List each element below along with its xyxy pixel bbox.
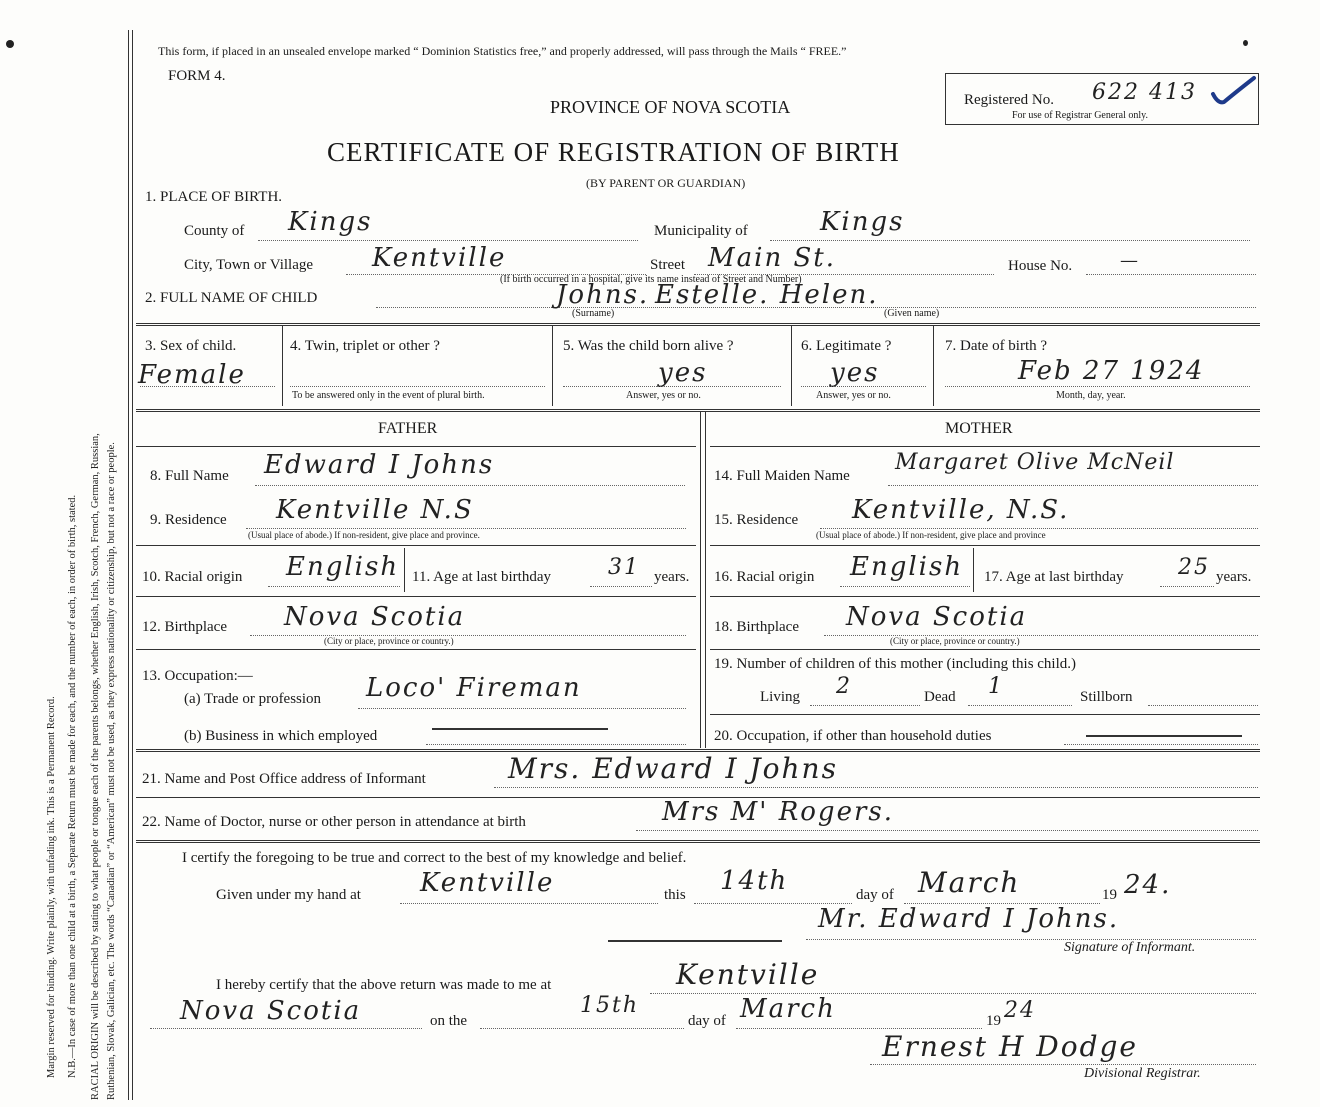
- informant-line: [494, 787, 1258, 788]
- column-divider: [791, 326, 792, 406]
- house-label: House No.: [1008, 258, 1073, 274]
- registrar-place: Kentville: [676, 958, 820, 991]
- given-label: Given under my hand at: [216, 887, 361, 903]
- dob-line: [945, 386, 1250, 387]
- form-number: FORM 4.: [168, 68, 226, 84]
- registrar-statement: I hereby certify that the above return was made to me at: [216, 977, 552, 993]
- margin-rule: [132, 30, 133, 1100]
- stillborn-label: Stillborn: [1080, 689, 1133, 705]
- margin-text-2: N.B.—In case of more than one child at a birth, a Separate Return must be made for each, and the number of each, in order of birth, stated.: [67, 494, 78, 1078]
- mother-occupation-line: [1064, 744, 1258, 745]
- registrar-signature: Ernest H Dodge: [882, 1030, 1138, 1063]
- row-rule: [136, 446, 696, 447]
- father-business-label: (b) Business in which employed: [184, 728, 378, 744]
- mail-notice: This form, if placed in an unsealed envelope marked “ Dominion Statistics free,” and properly addressed, will pass through the Mails “ FREE.”: [158, 44, 847, 58]
- father-trade: Loco' Fireman: [366, 673, 582, 703]
- certificate-subtitle: (BY PARENT OR GUARDIAN): [586, 176, 746, 190]
- father-age-unit: years.: [654, 569, 690, 585]
- alive-label: 5. Was the child born alive ?: [563, 338, 734, 354]
- father-birthplace-label: 12. Birthplace: [142, 619, 227, 635]
- mother-children-label: 19. Number of children of this mother (including this child.): [714, 656, 1077, 672]
- mother-age: 25: [1178, 555, 1210, 580]
- mother-residence-label: 15. Residence: [714, 512, 799, 528]
- row-rule: [710, 714, 1260, 715]
- this-label: this: [664, 887, 686, 903]
- dob-value: Feb 27 1924: [1018, 356, 1205, 386]
- doctor-value: Mrs M' Rogers.: [662, 797, 894, 827]
- house-value: —: [1120, 250, 1140, 271]
- child-given-name: Estelle. Helen.: [655, 280, 879, 310]
- row-rule: [136, 596, 696, 597]
- parents-divider: [705, 412, 706, 748]
- father-race: English: [286, 552, 400, 582]
- twin-note: To be answered only in the event of plural birth.: [292, 390, 485, 401]
- child-name-label: 2. FULL NAME OF CHILD: [145, 290, 318, 306]
- mother-birthplace-label: 18. Birthplace: [714, 619, 799, 635]
- blank-signature-line: [608, 940, 782, 942]
- informant-signature: Mr. Edward I Johns.: [818, 904, 1120, 934]
- dash-mark: [432, 728, 608, 730]
- section-rule: [136, 840, 1260, 843]
- alive-value: yes: [658, 358, 708, 388]
- registrar-province-line: [150, 1028, 422, 1029]
- legitimate-note: Answer, yes or no.: [816, 390, 891, 401]
- given-place: Kentville: [420, 868, 555, 898]
- mother-age-unit: years.: [1216, 569, 1252, 585]
- row-rule: [710, 446, 1260, 447]
- house-line: [1086, 274, 1256, 275]
- section-rule: [136, 409, 1260, 412]
- given-place-line: [400, 903, 658, 904]
- margin-text-1: Margin reserved for binding. Write plainly, with unfading ink. This is a Permanent Record.: [46, 696, 57, 1078]
- registrar-day: 15th: [580, 993, 640, 1018]
- father-name-label: 8. Full Name: [150, 468, 229, 484]
- registrar-province: Nova Scotia: [180, 996, 362, 1026]
- sex-label: 3. Sex of child.: [145, 338, 237, 354]
- mother-race: English: [850, 552, 964, 582]
- column-divider: [933, 326, 934, 406]
- municipality-value: Kings: [820, 207, 905, 237]
- dash-mark: [1086, 735, 1242, 737]
- father-age-label: 11. Age at last birthday: [412, 569, 551, 585]
- sex-line: [140, 386, 275, 387]
- certify-month: March: [918, 866, 1021, 899]
- check-mark-icon: [1210, 74, 1258, 113]
- doctor-line: [636, 830, 1258, 831]
- mother-name: Margaret Olive McNeil: [895, 450, 1175, 475]
- father-birthplace: Nova Scotia: [284, 602, 466, 632]
- given-name-note: (Given name): [884, 308, 940, 319]
- certify-day: 14th: [720, 866, 789, 896]
- column-divider: [552, 326, 553, 406]
- father-occupation-label: 13. Occupation:—: [142, 668, 253, 684]
- father-age-line: [590, 586, 652, 587]
- hospital-note: (If birth occurred in a hospital, give its name instead of Street and Number): [500, 274, 802, 285]
- mother-age-line: [1160, 586, 1214, 587]
- mother-race-label: 16. Racial origin: [714, 569, 815, 585]
- row-rule: [710, 545, 1260, 546]
- registrar-day-line: [480, 1028, 684, 1029]
- city-label: City, Town or Village: [184, 257, 314, 273]
- certify-year: 24.: [1124, 870, 1172, 900]
- on-the-label: on the: [430, 1013, 468, 1029]
- mother-birthplace-note: (City or place, province or country.): [890, 636, 1020, 646]
- stillborn-line: [1148, 705, 1258, 706]
- registered-number: 622 413: [1092, 80, 1197, 105]
- legitimate-line: [801, 386, 926, 387]
- alive-note: Answer, yes or no.: [626, 390, 701, 401]
- mother-age-label: 17. Age at last birthday: [984, 569, 1124, 585]
- certificate-title: CERTIFICATE OF REGISTRATION OF BIRTH: [327, 137, 900, 167]
- column-divider: [404, 548, 405, 592]
- year-prefix: 19: [1102, 887, 1117, 903]
- father-residence-label: 9. Residence: [150, 512, 227, 528]
- father-residence-note: (Usual place of abode.) If non-resident, give place and province.: [248, 530, 480, 540]
- margin-rule: [128, 30, 129, 1100]
- registered-note: For use of Registrar General only.: [1012, 110, 1148, 121]
- municipality-line: [770, 240, 1250, 241]
- alive-line: [563, 386, 781, 387]
- column-divider: [973, 548, 974, 592]
- living-label: Living: [760, 689, 800, 705]
- street-value: Main St.: [708, 243, 836, 273]
- child-surname: Johns.: [556, 280, 650, 310]
- registrar-signature-line: [870, 1064, 1256, 1065]
- father-age: 31: [608, 555, 640, 580]
- day-of-label: day of: [856, 887, 894, 903]
- dob-note: Month, day, year.: [1056, 390, 1126, 401]
- registrar-month-line: [736, 1028, 982, 1029]
- mother-name-line: [888, 485, 1258, 486]
- legitimate-value: yes: [830, 358, 880, 388]
- mother-name-label: 14. Full Maiden Name: [714, 468, 850, 484]
- registered-label: Registered No.: [964, 92, 1054, 108]
- registrar-year-prefix: 19: [986, 1013, 1001, 1029]
- place-of-birth-heading: 1. PLACE OF BIRTH.: [145, 189, 283, 205]
- mother-heading: MOTHER: [945, 420, 1013, 437]
- father-birthplace-note: (City or place, province or country.): [324, 636, 454, 646]
- row-rule: [710, 649, 1260, 650]
- father-name-line: [255, 485, 685, 486]
- signature-label: Signature of Informant.: [1064, 940, 1196, 955]
- informant-value: Mrs. Edward I Johns: [508, 752, 838, 785]
- surname-note: (Surname): [572, 308, 615, 319]
- legitimate-label: 6. Legitimate ?: [801, 338, 892, 354]
- living-line: [810, 705, 920, 706]
- twin-label: 4. Twin, triplet or other ?: [290, 338, 440, 354]
- doctor-label: 22. Name of Doctor, nurse or other person in attendance at birth: [142, 814, 526, 830]
- father-name: Edward I Johns: [264, 450, 495, 480]
- father-race-line: [268, 586, 400, 587]
- dead-line: [968, 705, 1072, 706]
- mother-occupation-label: 20. Occupation, if other than household duties: [714, 728, 992, 744]
- mother-residence-note: (Usual place of abode.) If non-resident, give place and province: [816, 530, 1046, 540]
- dob-label: 7. Date of birth ?: [945, 338, 1048, 354]
- row-rule: [136, 649, 696, 650]
- mother-race-line: [840, 586, 970, 587]
- county-label: County of: [184, 223, 245, 239]
- city-value: Kentville: [372, 243, 507, 273]
- registrar-label: Divisional Registrar.: [1084, 1066, 1201, 1081]
- mother-birthplace: Nova Scotia: [846, 602, 1028, 632]
- punch-hole: [1243, 40, 1248, 46]
- province-heading: PROVINCE OF NOVA SCOTIA: [550, 97, 791, 117]
- county-line: [258, 240, 638, 241]
- county-value: Kings: [288, 207, 373, 237]
- row-rule: [136, 545, 696, 546]
- father-trade-label: (a) Trade or profession: [184, 691, 322, 707]
- registrar-day-of-label: day of: [688, 1013, 726, 1029]
- dead-label: Dead: [924, 689, 956, 705]
- mother-residence-line: [820, 528, 1258, 529]
- father-trade-line: [358, 708, 686, 709]
- parents-divider: [700, 412, 701, 748]
- column-divider: [282, 326, 283, 406]
- father-race-label: 10. Racial origin: [142, 569, 243, 585]
- sex-value: Female: [138, 360, 246, 390]
- margin-text-4: Ruthenian, Slovak, Galician, etc. The words “Canadian” or “American” must not be used, as they express nationality or citizenship, but not a race or people.: [106, 442, 117, 1100]
- mother-residence: Kentville, N.S.: [852, 495, 1070, 525]
- twin-line: [290, 386, 545, 387]
- dead-value: 1: [988, 674, 1004, 699]
- punch-hole: [6, 40, 14, 48]
- informant-label: 21. Name and Post Office address of Informant: [142, 771, 426, 787]
- father-business-line: [426, 744, 686, 745]
- street-label: Street: [650, 257, 685, 273]
- section-rule: [136, 323, 1260, 326]
- father-residence: Kentville N.S: [276, 495, 474, 525]
- father-birthplace-line: [250, 635, 686, 636]
- father-heading: FATHER: [378, 420, 438, 437]
- living-value: 2: [836, 674, 852, 699]
- row-rule: [710, 596, 1260, 597]
- father-residence-line: [246, 528, 686, 529]
- margin-text-3: RACIAL ORIGIN will be described by stating to what people or tongue each of the parents belongs, whether English, Irish, Scotch, French, German, Russian,: [90, 433, 101, 1100]
- certify-statement: I certify the foregoing to be true and correct to the best of my knowledge and belief.: [182, 850, 687, 866]
- municipality-label: Municipality of: [654, 223, 748, 239]
- registrar-year: 24: [1004, 998, 1036, 1023]
- registrar-month: March: [740, 994, 836, 1024]
